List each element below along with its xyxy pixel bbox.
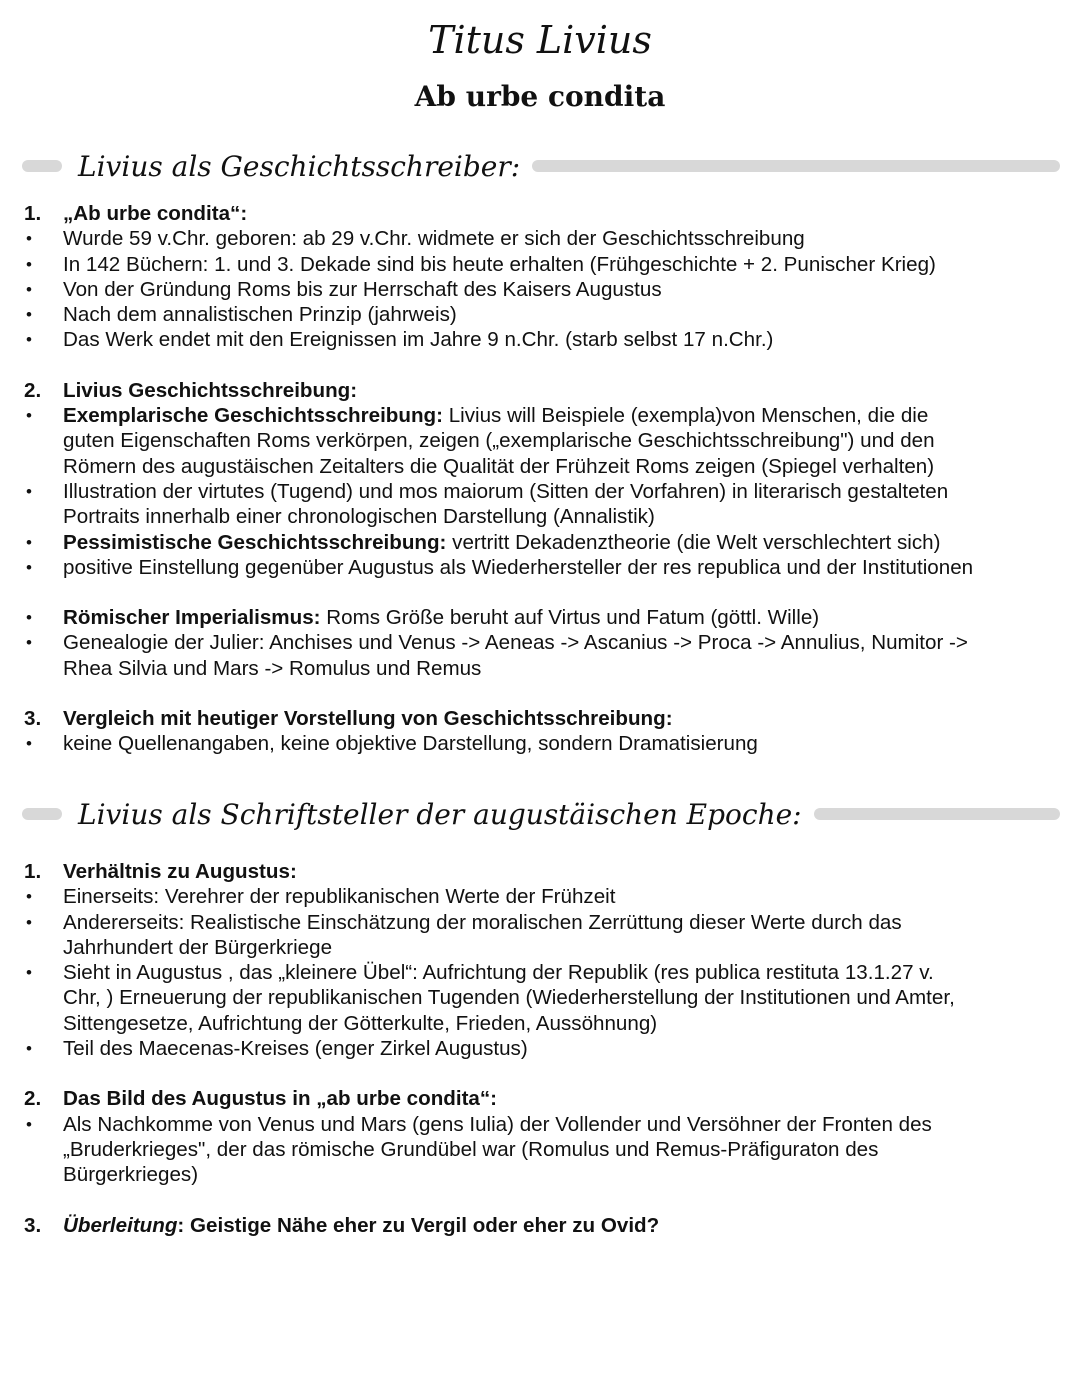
list-item (0, 1112, 1080, 1188)
bullet-icon: • (26, 406, 32, 426)
bullet-icon: • (26, 279, 32, 299)
bullet-icon: • (26, 229, 32, 249)
page-subtitle: Ab urbe condita (414, 80, 666, 113)
list-heading (0, 1086, 1080, 1111)
list-item-text: „Bruderkrieges", der das römische Grundübel war (Romulus und Remus-Präfiguraton des (63, 1137, 879, 1161)
term-label: Römischer Imperialismus: (63, 606, 321, 630)
list-item-text: Genealogie der Julier: Anchises und Venus -> Aeneas -> Ascanius -> Proca -> Annulius, Numitor -> (63, 631, 968, 655)
list-heading (0, 1213, 1080, 1238)
bullet-icon: • (26, 963, 32, 983)
list-item-text: Wurde 59 v.Chr. geboren: ab 29 v.Chr. widmete er sich der Geschichtsschreibung (63, 227, 805, 251)
section-heading-text: Livius als Schriftsteller der augustäischen Epoche: (78, 797, 802, 831)
list-item-text: Rhea Silvia und Mars -> Romulus und Remus (63, 656, 482, 680)
term-label: Überleitung (63, 1213, 178, 1237)
list-item-text: Chr, ) Erneuerung der republikanischen Tugenden (Wiederherstellung der Institutionen und Amter, (63, 986, 955, 1010)
term-label: Pessimistische Geschichtsschreibung: (63, 530, 447, 554)
list-item-text: Livius will Beispiele (exempla)von Menschen, die die (442, 404, 929, 428)
term-label: Exemplarische Geschichtsschreibung: (63, 404, 443, 428)
list-item-text: Roms Größe beruht auf Virtus und Fatum (göttl. Wille) (320, 606, 820, 630)
list-item-text: In 142 Büchern: 1. und 3. Dekade sind bis heute erhalten (Frühgeschichte + 2. Punischer Krieg) (63, 252, 936, 276)
list-heading (0, 706, 1080, 731)
list-item-text: Nach dem annalistischen Prinzip (jahrweis) (63, 303, 457, 327)
heading-bar-right (814, 808, 1060, 820)
list-item-text: Von der Gründung Roms bis zur Herrschaft des Kaisers Augustus (63, 277, 662, 301)
list-item-text: positive Einstellung gegenüber Augustus als Wiederhersteller der res republica und der Institutionen (63, 555, 974, 579)
list-item (0, 327, 1080, 352)
list-item (0, 277, 1080, 302)
bullet-icon: • (26, 912, 32, 932)
bullet-icon: • (26, 481, 32, 501)
list-item-text: keine Quellenangaben, keine objektive Darstellung, sondern Dramatisierung (63, 732, 758, 756)
list-item (0, 302, 1080, 327)
list-item (0, 479, 1080, 530)
list-item-text: Bürgerkrieges) (63, 1163, 199, 1187)
heading-bar-left (22, 160, 62, 172)
heading-bar-right (532, 160, 1060, 172)
list-item (0, 1036, 1080, 1061)
list-item (0, 960, 1080, 1036)
list-item-text: vertritt Dekadenztheorie (die Welt verschlechtert sich) (446, 530, 941, 554)
list-number: 2. (24, 378, 42, 402)
bullet-icon: • (26, 254, 32, 274)
list-item-text: Einerseits: Verehrer der republikanischen Werte der Frühzeit (63, 885, 616, 909)
list-heading-text: Das Bild des Augustus in „ab urbe condita“: (63, 1087, 498, 1111)
list-item (0, 605, 1080, 630)
bullet-icon: • (26, 734, 32, 754)
list-item-text: Das Werk endet mit den Ereignissen im Jahre 9 n.Chr. (starb selbst 17 n.Chr.) (63, 328, 774, 352)
section-2-content (0, 859, 1080, 1238)
list-heading (0, 378, 1080, 403)
bullet-icon: • (26, 1114, 32, 1134)
bullet-icon: • (26, 557, 32, 577)
list-item-text: Andererseits: Realistische Einschätzung der moralischen Zerrüttung dieser Werte durch das (63, 910, 902, 934)
list-number: 3. (24, 707, 42, 731)
list-item-text: Sieht in Augustus , das „kleinere Übel“: Aufrichtung der Republik (res publica restituta 13.1.27 v. (63, 961, 934, 985)
bullet-icon: • (26, 532, 32, 552)
list-heading-text: Verhältnis zu Augustus: (63, 860, 297, 883)
list-item (0, 403, 1080, 479)
list-item (0, 884, 1080, 909)
list-item (0, 530, 1080, 555)
list-number: 1. (24, 860, 42, 883)
bullet-icon: • (26, 887, 32, 907)
list-number: 3. (24, 1213, 42, 1237)
list-heading-text: : Geistige Nähe eher zu Vergil oder eher zu Ovid? (177, 1213, 660, 1237)
list-heading-text: „Ab urbe condita“: (63, 202, 248, 225)
list-item-text: guten Eigenschaften Roms verkörpen, zeigen („exemplarische Geschichtsschreibung") und den (63, 429, 935, 453)
list-heading-text: Livius Geschichtsschreibung: (63, 378, 358, 402)
bullet-icon: • (26, 608, 32, 628)
list-item (0, 731, 1080, 756)
section-heading-2 (22, 794, 1060, 834)
list-item-text: Als Nachkomme von Venus und Mars (gens Iulia) der Vollender und Versöhner der Fronten des (63, 1112, 932, 1136)
list-item-text: Jahrhundert der Bürgerkriege (63, 935, 333, 959)
section-1-content (0, 201, 1080, 757)
list-heading (0, 201, 1080, 226)
list-item (0, 910, 1080, 961)
list-heading (0, 859, 1080, 884)
list-item-text: Portraits innerhalb einer chronologischen Darstellung (Annalistik) (63, 505, 655, 529)
list-item-text: Römern des augustäischen Zeitalters die Qualität der Frühzeit Roms zeigen (Spiegel verhalten) (63, 454, 935, 478)
list-item (0, 226, 1080, 251)
section-heading-1 (22, 146, 1060, 186)
bullet-icon: • (26, 330, 32, 350)
bullet-icon: • (26, 305, 32, 325)
list-item-text: Teil des Maecenas-Kreises (enger Zirkel Augustus) (63, 1037, 528, 1061)
list-item-text: Sittengesetze, Aufrichtung der Götterkulte, Frieden, Aussöhnung) (63, 1011, 658, 1035)
list-number: 1. (24, 202, 42, 225)
list-item (0, 252, 1080, 277)
list-item (0, 630, 1080, 681)
list-item-text: Illustration der virtutes (Tugend) und mos maiorum (Sitten der Vorfahren) in literarisch gestalteten (63, 479, 949, 503)
section-heading-text: Livius als Geschichtsschreiber: (78, 149, 521, 183)
bullet-icon: • (26, 1039, 32, 1059)
list-item (0, 555, 1080, 580)
list-number: 2. (24, 1087, 42, 1111)
list-heading-text: Vergleich mit heutiger Vorstellung von Geschichtsschreibung: (63, 707, 673, 731)
bullet-icon: • (26, 633, 32, 653)
heading-bar-left (22, 808, 62, 820)
page-title: Titus Livius (428, 18, 652, 62)
